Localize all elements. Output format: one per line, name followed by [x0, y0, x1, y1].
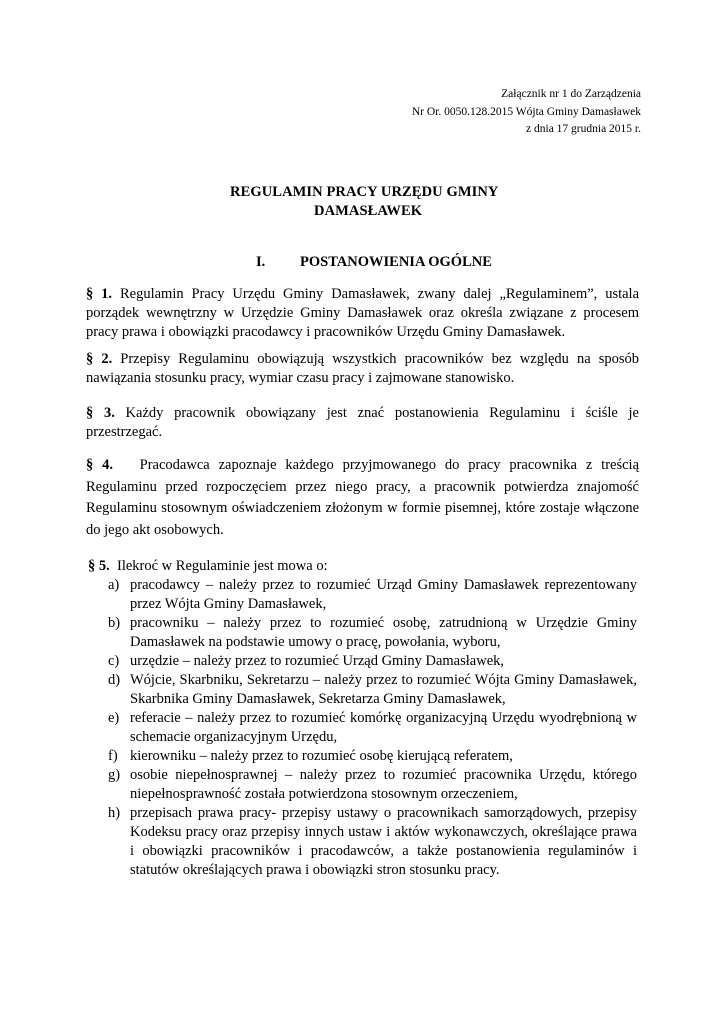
list-item-letter: c) [108, 653, 120, 669]
list-item [86, 576, 639, 614]
section-name: POSTANOWIENIA OGÓLNE [300, 254, 492, 270]
attachment-header [281, 86, 641, 139]
list-item [86, 747, 639, 766]
paragraph-mark: § 2. [86, 351, 113, 367]
list-item-text: pracodawcy – należy przez to rozumieć Urząd Gminy Damasławek reprezentowany przez Wójta Gminy Damasławek, [130, 577, 637, 612]
list-item [86, 614, 639, 652]
list-item [86, 804, 639, 880]
header-line-3: z dnia 17 grudnia 2015 r. [526, 123, 641, 135]
list-item-letter: g) [108, 767, 121, 783]
paragraph-mark: § 3. [86, 405, 115, 421]
paragraph-3 [86, 404, 639, 442]
paragraph-text: Przepisy Regulaminu obowiązują wszystkich pracowników bez względu na sposób nawiązania stosunku pracy, wymiar czasu pracy i zajmowane stanowisko. [86, 351, 640, 386]
list-item-text: osobie niepełnosprawnej – należy przez to rozumieć pracownika Urzędu, którego niepełnosprawność została potwierdzona stosownym orzeczeniem, [130, 767, 637, 802]
list-item [86, 671, 639, 709]
list-item-text: przepisach prawa pracy- przepisy ustawy o pracownikach samorządowych, przepisy Kodeksu pracy oraz przepisy innych ustaw i aktów wykonawczych, określające prawa i obowiązki pracowników i pracodawców, a także postanowienia regulaminów i statutów określających prawa i obowiązki stron stosunku pracy. [130, 805, 637, 878]
list-item-letter: d) [108, 672, 121, 688]
list-item-text: kierowniku – należy przez to rozumieć osobę kierującą referatem, [130, 748, 513, 764]
paragraph-text: Ilekroć w Regulaminie jest mowa o: [117, 558, 328, 574]
header-line-1: Załącznik nr 1 do Zarządzenia [501, 88, 641, 100]
section-number: I. [256, 254, 266, 270]
list-item-text: urzędzie – należy przez to rozumieć Urząd Gminy Damasławek, [130, 653, 505, 669]
list-item [86, 652, 639, 671]
paragraph-mark: § 1. [86, 286, 113, 302]
list-item-letter: a) [108, 577, 120, 593]
list-item-text: referacie – należy przez to rozumieć komórkę organizacyjną Urzędu wyodrębnioną w schemacie organizacyjnym Urzędu, [130, 710, 637, 745]
paragraph-mark: § 5. [88, 558, 110, 574]
list-item-letter: e) [108, 710, 120, 726]
paragraph-4 [86, 455, 639, 541]
list-item-letter: h) [108, 805, 121, 821]
title-line-1: REGULAMIN PRACY URZĘDU GMINY [230, 184, 499, 200]
paragraph-5-intro [86, 557, 639, 576]
list-item [86, 709, 639, 747]
list-item-letter: b) [108, 615, 121, 631]
paragraph-text: Każdy pracownik obowiązany jest znać postanowienia Regulaminu i ściśle je przestrzegać. [86, 405, 639, 440]
paragraph-1 [86, 285, 639, 342]
paragraph-5 [86, 557, 639, 880]
list-item-text: pracowniku – należy przez to rozumieć osobę, zatrudnioną w Urzędzie Gminy Damasławek na podstawie umowy o pracę, powołania, wyboru, [130, 615, 637, 650]
title-line-2: DAMASŁAWEK [314, 203, 423, 219]
list-item-text: Wójcie, Skarbniku, Sekretarzu – należy przez to rozumieć Wójta Gminy Damasławek, Skarbnika Gminy Damasławek, Sekretarza Gminy Damasławek, [130, 672, 637, 707]
definitions-list [86, 576, 639, 880]
paragraph-text: Pracodawca zapoznaje każdego przyjmowanego do pracy pracownika z treścią Regulaminu przed rozpoczęciem przez niego pracy, a pracownik potwierdza znajomość Regulaminu stosownym oświadczeniem złożonym w formie pisemnej, które zostaje włączone do jego akt osobowych. [86, 457, 640, 538]
header-line-2: Nr Or. 0050.128.2015 Wójta Gminy Damasławek [411, 105, 641, 118]
paragraph-text: Regulamin Pracy Urzędu Gminy Damasławek, zwany dalej „Regulaminem”, ustala porządek wewnętrzny w Urzędzie Gminy Damasławek oraz określa związane z procesem pracy prawa i obowiązki pracodawcy i pracowników Urzędu Gminy Damasławek. [86, 286, 640, 340]
list-item-letter: f) [108, 748, 118, 764]
paragraph-2 [86, 350, 639, 388]
list-item [86, 766, 639, 804]
paragraph-mark: § 4. [86, 457, 114, 473]
